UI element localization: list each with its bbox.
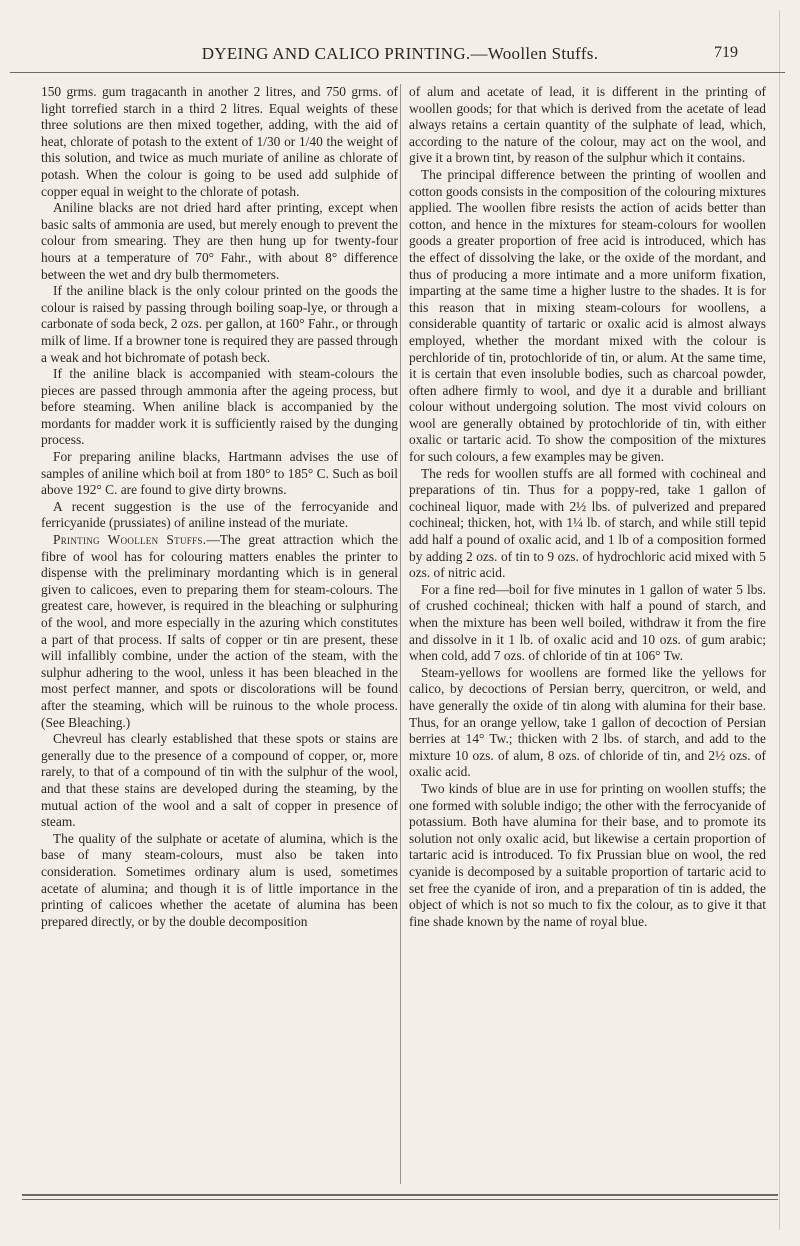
page-number: 719 bbox=[714, 44, 738, 61]
running-header bbox=[0, 42, 800, 66]
paragraph: Chevreul has clearly established that these spots or stains are generally due to the presence of a compound of copper, or, more rarely, to that of a compound of tin with the sulphur of the wool, and that these stains are developed during the steaming, by the mutual action of the wool and a salt of copper in presence of steam. bbox=[41, 731, 398, 830]
paragraph: Aniline blacks are not dried hard after printing, except when basic salts of ammonia are used, but merely enough to prevent the colour from smearing. They are then hung up for twenty-four hours at a temperature of 70° Fahr., with about 8° difference between the wet and dry bulb thermometers. bbox=[41, 200, 398, 282]
paragraph: Steam-yellows for woollens are formed like the yellows for calico, by decoctions of Persian berry, quercitron, or weld, and have generally the oxide of tin along with alumina for their base. Thus, for an orange yellow, take 1 gallon of decoction of Persian berries at 14° Tw.; thicken with 2 lbs. of starch, and add to the mixture 10 ozs. of alum, 8 ozs. of chloride of tin, and 2½ ozs. of oxalic acid. bbox=[409, 664, 766, 780]
paragraph: The quality of the sulphate or acetate of alumina, which is the base of many steam-colours, must also be taken into consideration. Sometimes ordinary alum is used, sometimes acetate of alumina; and though it is of little importance in the printing of calicoes whether the acetate of alumina has been prepared directly, or by the double decomposition bbox=[41, 830, 398, 929]
paragraph: Two kinds of blue are in use for printing on woollen stuffs; the one formed with soluble indigo; the other with the ferrocyanide of potassium. Both have alumina for their base, and to promote its solution not only oxalic acid, but likewise a certain proportion of tartaric acid is introduced. To fix Prussian blue on wool, the red cyanide is decomposed by a suitable proportion of tartaric acid to set free the cyanide of iron, and a preparation of tin is added, the object of which is not so much to fix the colour, as to give it that fine shade known by the name of royal blue. bbox=[409, 780, 766, 929]
header-title: DYEING AND CALICO PRINTING.—Woollen Stuffs. bbox=[201, 44, 599, 63]
footer-rule bbox=[22, 1194, 778, 1196]
left-column bbox=[41, 84, 398, 1186]
section-text: —The great attraction which the fibre of wool has for colouring matters enables the printer to dispense with the preliminary mordanting which is in general given to calicoes, even to preparing them for steam-colours. The greatest care, however, is required in the bleaching or sulphuring of the wool, and more especially in the azuring which constitutes a part of that process. If salts of copper or tin are present, these will infallibly combine, under the action of the steam, with the sulphur adhering to the wool, unless it has been bleached in the most perfect manner, and spots or discolorations will be found after the steaming, which will be ruinous to the whole process. (See Bleaching.) bbox=[41, 532, 398, 730]
section-heading: Printing Woollen Stuffs. bbox=[53, 532, 207, 548]
paragraph: 150 grms. gum tragacanth in another 2 litres, and 750 grms. of light torrefied starch in a third 2 litres. Equal weights of these three solutions are then mixed together, adding, with the aid of heat, chlorate of potash to the extent of 1/30 or 1/40 the weight of this solution, and twice as much muriate of aniline as chlorate of potash. When the colour is going to be used add sulphide of copper equal in weight to the chlorate of potash. bbox=[41, 84, 398, 199]
paragraph: If the aniline black is the only colour printed on the goods the colour is raised by passing through boiling soap-lye, or through a carbonate of soda beck, 2 ozs. per gallon, at 160° Fahr., or through milk of lime. If a browner tone is required they are passed through a weak and hot bichromate of potash beck. bbox=[41, 283, 398, 365]
section-paragraph bbox=[41, 532, 398, 731]
paragraph: If the aniline black is accompanied with steam-colours the pieces are passed through ammonia after the ageing process, but before steaming. When aniline black is accompanied by the mordants for madder work it is sufficiently raised by the dunging process. bbox=[41, 366, 398, 448]
column-divider bbox=[400, 84, 401, 1184]
paragraph: The principal difference between the printing of woollen and cotton goods consists in the composition of the colouring mixtures applied. The woollen fibre resists the action of acids better than cotton, and hence in the mixtures for steam-colours for woollen goods a greater proportion of free acid is introduced, which has the effect of dissolving the lake, or the oxide of the mordant, and thus of producing a more intimate and a more uniform fixation, imparting at the same time a higher lustre to the shades. It is for this reason that in mixing steam-colours for woollens, a considerable quantity of tartaric or oxalic acid is almost always employed, whether the mordant mixed with the colour is perchloride of tin, protochloride of tin, or alum. At the same time, it is certain that even insoluble bodies, such as charcoal powder, often adhere firmly to wool, and dye it a durable and brilliant colour without undergoing solution. The most vivid colours on wool are generally obtained by protochloride of tin, with either oxalic or tartaric acid. To show the composition of the mixtures for such colours, a few examples may be given. bbox=[409, 166, 766, 465]
right-column bbox=[409, 84, 766, 1186]
paragraph: For preparing aniline blacks, Hartmann advises the use of samples of aniline which boil at from 180° to 185° C. Such as boil above 192° C. are found to give dirty browns. bbox=[41, 449, 398, 498]
paragraph: A recent suggestion is the use of the ferrocyanide and ferricyanide (prussiates) of aniline instead of the muriate. bbox=[41, 498, 398, 531]
paragraph: For a fine red—boil for five minutes in 1 gallon of water 5 lbs. of crushed cochineal; thicken with half a pound of starch, and when the mixture has been well boiled, withdraw it from the fire and dissolve in it 1 lb. of oxalic acid and 10 ozs. of gum arabic; when cold, add 7 ozs. of chloride of tin at 106° Tw. bbox=[409, 581, 766, 664]
page-edge-line bbox=[779, 10, 780, 1230]
footer-rule-thin bbox=[22, 1199, 778, 1200]
header-rule bbox=[10, 72, 785, 73]
paragraph: The reds for woollen stuffs are all formed with cochineal and preparations of tin. Thus for a poppy-red, take 1 gallon of cochineal liquor, made with 2½ lbs. of pulverized and prepared cochineal; thicken, hot, with 1¼ lb. of starch, and while still tepid add half a pound of oxalic acid, and 1 lb of a composition formed by adding 2 ozs. of tin to 9 ozs. of hydrochloric acid mixed with 5 ozs. of nitric acid. bbox=[409, 465, 766, 581]
paragraph: of alum and acetate of lead, it is different in the printing of woollen goods; for that which is derived from the acetate of lead always retains a certain quantity of the sulphate of lead, which, according to the nature of the colour, may act on the wool, and give it a brown tint, by reason of the sulphur which it contains. bbox=[409, 84, 766, 166]
